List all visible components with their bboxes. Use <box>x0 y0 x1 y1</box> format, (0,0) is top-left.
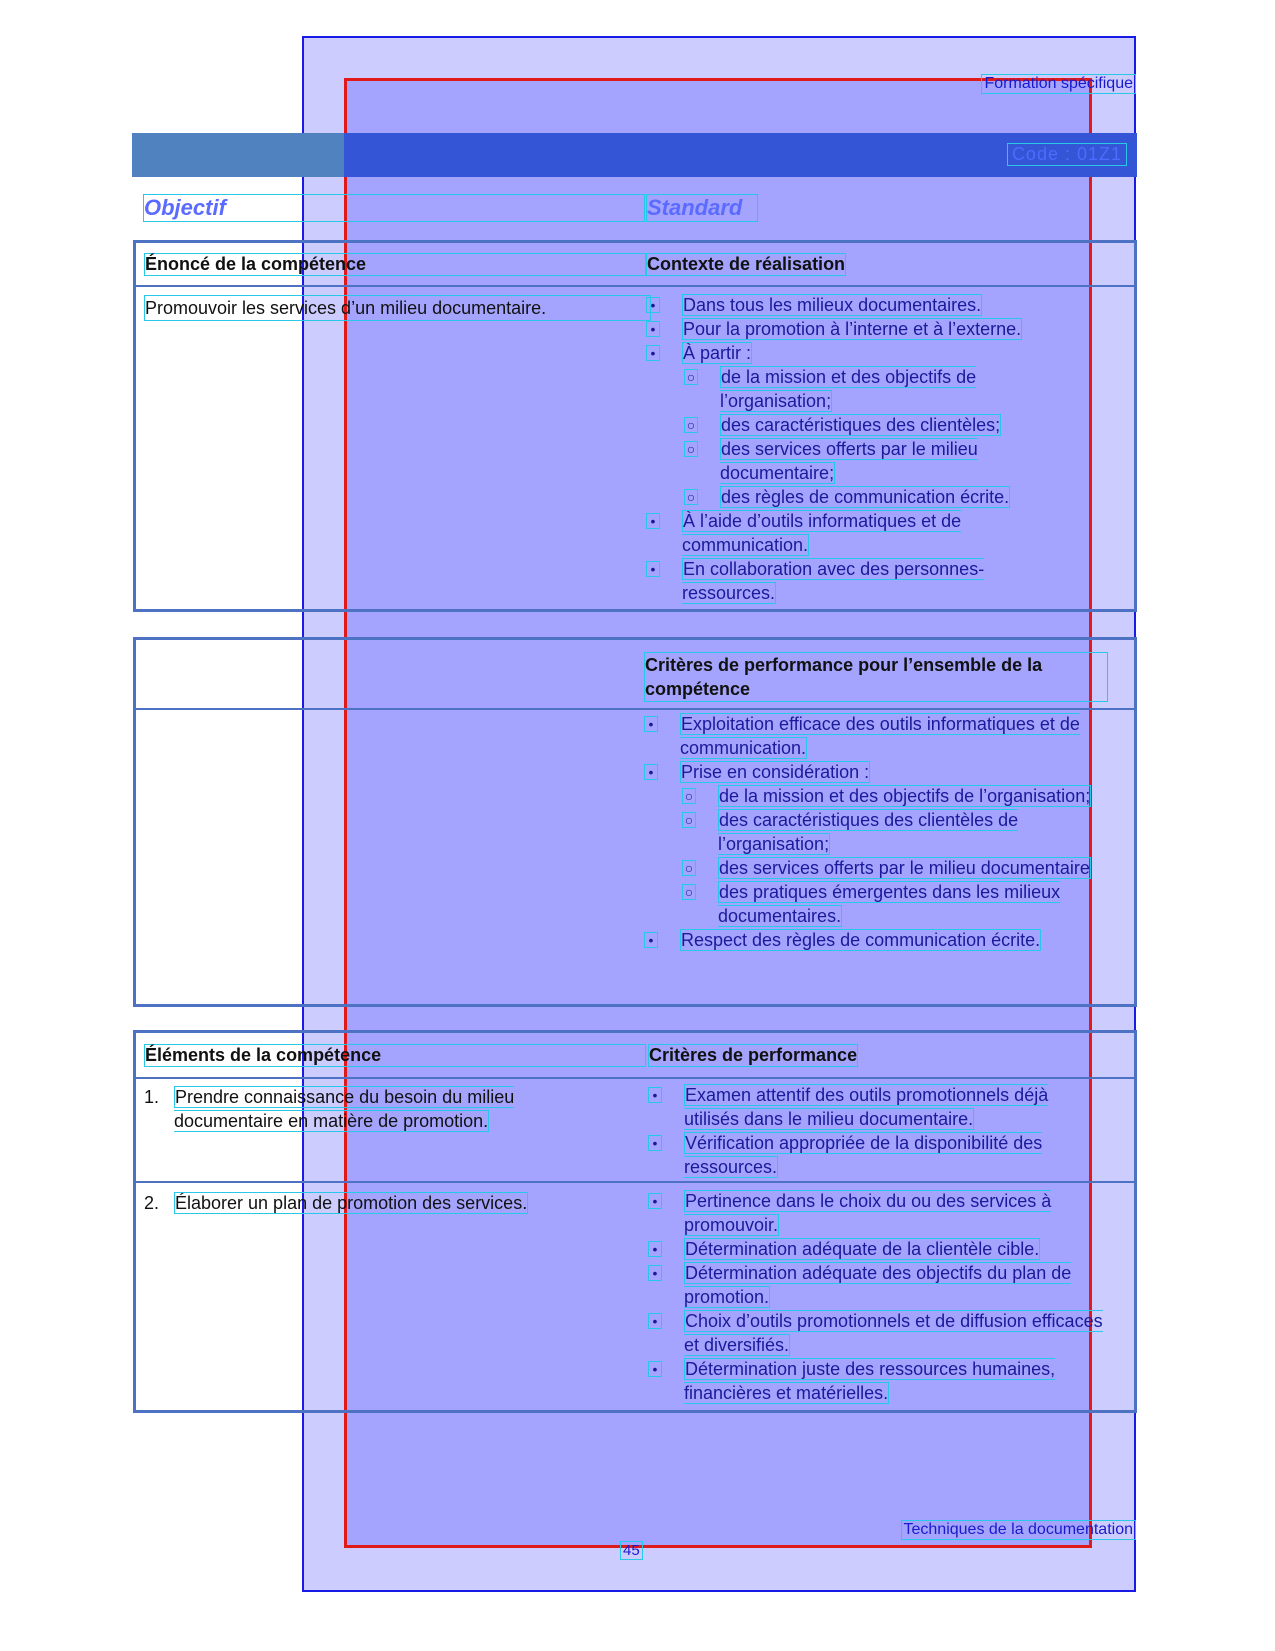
list-item <box>648 1237 1118 1261</box>
overall-criteria-title: Critères de performance pour l’ensemble de la compétence <box>644 652 1108 702</box>
list-item <box>646 485 1066 509</box>
bullet-icon: • <box>646 561 660 577</box>
list-item-text: Prise en considération : <box>681 762 870 782</box>
list-item <box>646 557 1066 605</box>
list-item <box>644 880 1114 928</box>
bullet-icon: • <box>648 1361 662 1377</box>
element-1-number: 1. <box>144 1087 160 1107</box>
list-item-text: des services offerts par le milieu documentaire <box>719 858 1090 878</box>
competency-code: Code : 01Z1 <box>1007 143 1127 166</box>
bullet-icon: • <box>648 1313 662 1329</box>
list-item <box>646 317 1066 341</box>
list-item <box>644 928 1114 952</box>
context-title: Contexte de réalisation <box>647 254 846 274</box>
element-1-criteria <box>648 1083 1103 1179</box>
list-item <box>648 1261 1118 1309</box>
performance-overall-table <box>133 637 1137 1007</box>
bullet-icon: • <box>644 764 658 780</box>
bullet-icon: • <box>648 1265 662 1281</box>
list-item <box>648 1131 1103 1179</box>
list-item <box>644 784 1114 808</box>
list-item-text: Exploitation efficace des outils informatiques et de communication. <box>680 714 1080 758</box>
list-item-text: À l’aide d’outils informatiques et de communication. <box>682 511 962 555</box>
list-item-text: Pour la promotion à l’interne et à l’externe. <box>683 319 1022 339</box>
list-item-text: Détermination adéquate des objectifs du plan de promotion. <box>684 1263 1072 1307</box>
code-band-accent <box>132 133 344 177</box>
list-item-text: des caractéristiques des clientèles; <box>721 415 1001 435</box>
element-row-2 <box>136 1183 1134 1413</box>
list-item-text: Examen attentif des outils promotionnels déjà utilisés dans le milieu documentaire. <box>684 1085 1049 1129</box>
list-item <box>646 509 1066 557</box>
list-item <box>646 341 1066 365</box>
code-band <box>132 133 1137 177</box>
list-item <box>648 1189 1118 1237</box>
list-item-text: Choix d’outils promotionnels et de diffusion efficaces et diversifiés. <box>684 1311 1103 1355</box>
bullet-icon: • <box>646 345 660 361</box>
list-item <box>644 808 1114 856</box>
element-2 <box>144 1191 604 1215</box>
bullet-icon: • <box>648 1135 662 1151</box>
list-item-text: Détermination adéquate de la clientèle cible. <box>685 1239 1040 1259</box>
list-item-text: Dans tous les milieux documentaires. <box>683 295 982 315</box>
list-item-text: Respect des règles de communication écrite. <box>681 930 1041 950</box>
sub-bullet-icon: ○ <box>684 369 698 385</box>
list-item <box>644 760 1114 784</box>
list-item-text: des pratiques émergentes dans les milieux documentaires. <box>718 882 1061 926</box>
sub-bullet-icon: ○ <box>682 860 696 876</box>
list-item-text: de la mission et des objectifs de l’organisation; <box>720 367 977 411</box>
elements-table-header <box>136 1033 1134 1079</box>
list-item-text: Détermination juste des ressources humaines, financières et matérielles. <box>684 1359 1056 1403</box>
bullet-icon: • <box>644 716 658 732</box>
performance-overall-header <box>136 640 1134 710</box>
list-item <box>646 365 1066 413</box>
list-item <box>648 1309 1118 1357</box>
standard-column-title: Standard <box>646 194 758 222</box>
statement-table <box>133 240 1137 612</box>
list-item-text: de la mission et des objectifs de l’organisation; <box>719 786 1091 806</box>
context-list <box>646 293 1066 605</box>
statement-table-header <box>136 243 1134 287</box>
list-item-text: Pertinence dans le choix du ou des services à promouvoir. <box>684 1191 1052 1235</box>
program-footer: Techniques de la documentation <box>901 1520 1137 1540</box>
sub-bullet-icon: ○ <box>684 489 698 505</box>
element-2-number: 2. <box>144 1193 160 1213</box>
element-2-text: Élaborer un plan de promotion des services. <box>175 1193 528 1213</box>
list-item <box>648 1083 1103 1131</box>
list-item-text: À partir : <box>683 343 752 363</box>
list-item-text: En collaboration avec des personnes-ressources. <box>682 559 985 603</box>
competency-statement-text: Promouvoir les services d’un milieu documentaire. <box>144 295 651 321</box>
list-item-text: des règles de communication écrite. <box>721 487 1010 507</box>
bullet-icon: • <box>646 297 660 313</box>
program-header: Formation spécifique <box>981 74 1136 94</box>
overall-criteria-list <box>644 712 1114 952</box>
bullet-icon: • <box>646 513 660 529</box>
element-1 <box>144 1085 564 1133</box>
element-2-criteria <box>648 1189 1118 1405</box>
sub-bullet-icon: ○ <box>684 417 698 433</box>
list-item-text: Vérification appropriée de la disponibilité des ressources. <box>684 1133 1043 1177</box>
list-item <box>648 1357 1118 1405</box>
bullet-icon: • <box>646 321 660 337</box>
objective-column-title: Objectif <box>143 194 645 222</box>
competency-statement-title: Énoncé de la compétence <box>144 253 646 276</box>
sub-bullet-icon: ○ <box>682 812 696 828</box>
list-item <box>644 856 1114 880</box>
sub-bullet-icon: ○ <box>684 441 698 457</box>
list-item <box>646 437 1066 485</box>
bullet-icon: • <box>648 1241 662 1257</box>
element-1-text: Prendre connaissance du besoin du milieu documentaire en matière de promotion. <box>174 1087 515 1131</box>
bullet-icon: • <box>648 1193 662 1209</box>
elements-table <box>133 1030 1137 1413</box>
element-row-1 <box>136 1077 1134 1183</box>
list-item-text: des caractéristiques des clientèles de l’organisation; <box>718 810 1019 854</box>
criteria-title: Critères de performance <box>649 1045 858 1065</box>
list-item <box>644 712 1114 760</box>
list-item-text: des services offerts par le milieu documentaire; <box>720 439 978 483</box>
page-number: 45 <box>620 1541 643 1560</box>
bullet-icon: • <box>644 932 658 948</box>
list-item <box>646 293 1066 317</box>
sub-bullet-icon: ○ <box>682 788 696 804</box>
list-item <box>646 413 1066 437</box>
sub-bullet-icon: ○ <box>682 884 696 900</box>
bullet-icon: • <box>648 1087 662 1103</box>
elements-title: Éléments de la compétence <box>144 1044 646 1067</box>
